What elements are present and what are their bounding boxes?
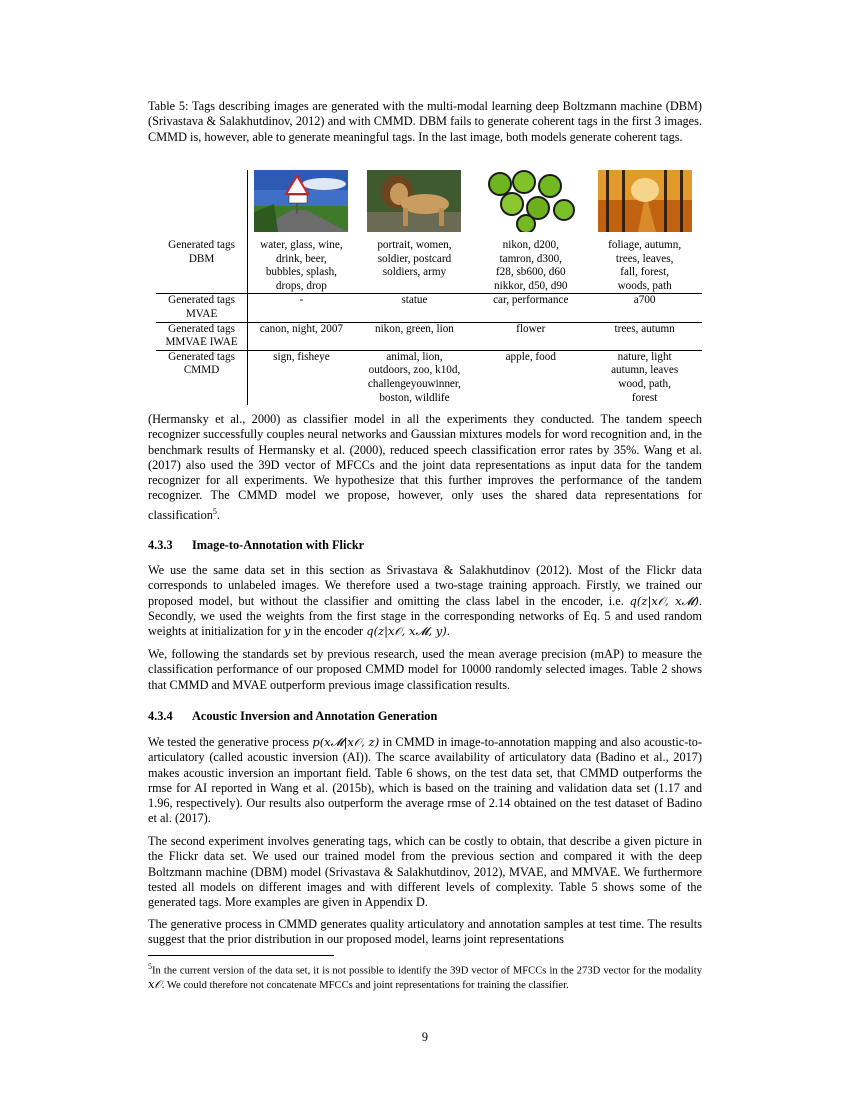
table-row: Generated tags CMMD sign, fisheye animal, lion, outdoors, zoo, k10d, challengeyouwinner, boston, wildlife apple, food nature, light autumn, leaves wood, path, forest bbox=[156, 350, 702, 405]
page-number: 9 bbox=[421, 1030, 429, 1044]
lion-photo bbox=[367, 170, 461, 232]
section-heading: 4.3.3 Image-to-Annotation with Flickr bbox=[148, 538, 365, 552]
body-paragraph: The generative process in CMMD generates quality articulatory and annotation samples at test time. The results suggest that the prior distribution in our proposed model, learns joint representations bbox=[148, 917, 702, 947]
footnote-rule bbox=[148, 955, 334, 956]
body-paragraph: The second experiment involves generating tags, which can be costly to obtain, that describe a given picture in the Flickr data set. We used our trained model from the previous section and compared it with the deep Boltzmann machine (DBM) model (Srivastava & Salakhutdinov, 2012), MVAE, and MMVAE. We furthermore tested all models on different images and with different levels of complexity. Table 5 shows some of the generated tags. More examples are given in Appendix D. bbox=[148, 834, 702, 910]
table-image-row bbox=[156, 170, 702, 239]
table-row: Generated tags DBM water, glass, wine, drink, beer, bubbles, splash, drops, drop portrait, women, soldier, postcard soldiers, army nikon, d200, tamron, d300, f28, sb600, d60 nikkor, d50, d90 foliage, autumn, trees, leaves, fall, forest, woods, path bbox=[156, 239, 702, 294]
autumn-forest-photo bbox=[598, 170, 692, 232]
body-paragraph: We tested the generative process p(x𝓜|x𝒪, z) in CMMD in image-to-annotation mapping and also acoustic-to-articulatory (called acoustic inversion (AI)). The scarce availability of articulatory data (Badino et al., 2017) makes acoustic inversion an important field. Table 6 shows, on the test data set, that CMMD outperforms the rmse for AI reported in Wang et al. (2015b), which is based on the training and validation data set (1.17 and 1.96, respectively). Our results also outperform the average rmse of 2.14 obtained on the test dataset of Badino et al. (2017). bbox=[148, 735, 702, 826]
road-sign-photo bbox=[254, 170, 348, 232]
section-heading: 4.3.4 Acoustic Inversion and Annotation Generation bbox=[148, 709, 438, 723]
table-row: Generated tags MMVAE IWAE canon, night, 2007 nikon, green, lion flower trees, autumn bbox=[156, 322, 702, 350]
green-apples-photo bbox=[484, 170, 578, 232]
body-paragraph: (Hermansky et al., 2000) as classifier model in all the experiments they conducted. The tandem speech recognizer successfully couples neural networks and Gaussian mixtures models for word recognition and, in the benchmark results of Hermansky et al. (2000), reduced speech classification error rates by 35%. Wang et al. (2017) also used the 39D vector of MFCCs and the joint data representations as input data for the tandem recognizer for all experiments. We hypothesize that this further improves the performance of the tandem recognizer. The CMMD model we propose, however, only uses the shared data representations for classification$^5$. bbox=[148, 412, 702, 522]
footnote: $^5$In the current version of the data set, it is not possible to identify the 39D vector of MFCCs in the 273D vector for the modality x𝒪. We could therefore not concatenate MFCCs and joint representations for training the classifier. bbox=[148, 962, 702, 991]
body-paragraph: We, following the standards set by previous research, used the mean average precision (mAP) to measure the classification performance of our proposed CMMD model for 10000 randomly selected images. Table 2 shows that CMMD and MVAE outperform previous image classification results. bbox=[148, 647, 702, 692]
body-paragraph: We use the same data set in this section as Srivastava & Salakhutdinov (2012). Most of the Flickr data corresponds to unlabeled images. We therefore used a two-stage training approach. Firstly, we trained our proposed model, but without the classifier and omitting the class label in the encoder, i.e. q(z|x𝒪, x𝓜). Secondly, we used the weights from the first stage in the corresponding networks of Eq. 5 and used random weights at initialization for y in the encoder q(z|x𝒪, x𝓜, y). bbox=[148, 563, 702, 639]
table-row: Generated tags MVAE - statue car, performance a700 bbox=[156, 294, 702, 322]
tags-table bbox=[156, 170, 702, 405]
table-caption: Table 5: Tags describing images are generated with the multi-modal learning deep Boltzmann machine (DBM) (Srivastava & Salakhutdinov, 2012) and with CMMD. DBM fails to generate coherent tags in the first 3 images. CMMD is, however, able to generate meaningful tags. In the last image, both models generate coherent tags. bbox=[148, 99, 702, 144]
